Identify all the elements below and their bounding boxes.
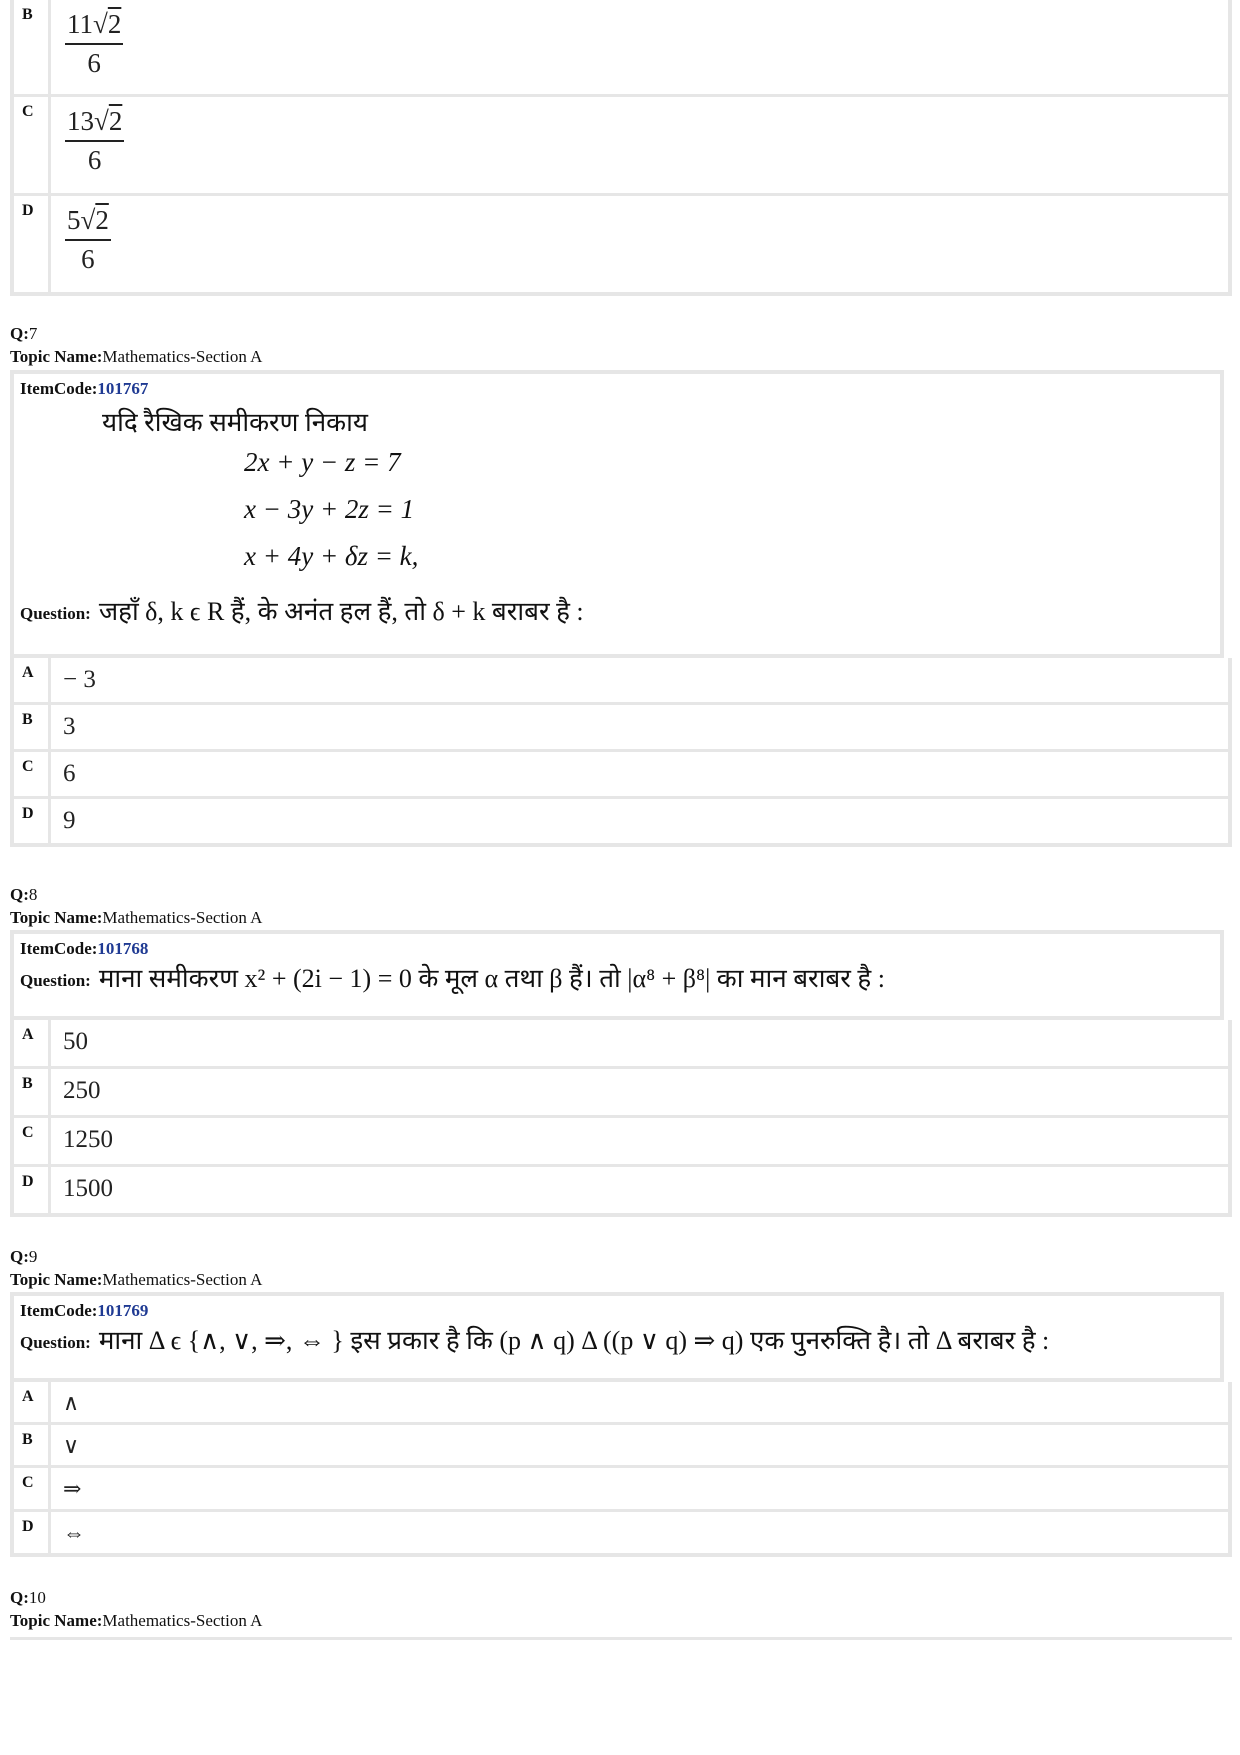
q10-box-top-border <box>10 1637 1232 1640</box>
topic-name: Mathematics-Section A <box>102 347 263 366</box>
q-label: Q: <box>10 1247 29 1266</box>
q6-option-d <box>14 193 1228 292</box>
q9-options <box>10 1382 1232 1557</box>
option-value: 6 <box>63 760 76 787</box>
q6-option-b-fraction <box>65 10 123 78</box>
option-letter: C <box>14 97 51 193</box>
option-value: ∨ <box>63 1433 80 1458</box>
q7-question-box <box>10 370 1224 658</box>
option-letter: B <box>14 1425 51 1465</box>
q-number: 8 <box>28 885 38 904</box>
option-letter: D <box>14 1167 51 1213</box>
topic-name: Mathematics-Section A <box>102 908 263 927</box>
q9-question-text: माना Δ ϵ {∧, ∨, ⇒, ⇔ } इस प्रकार है कि (p ∧ q) Δ ((p ∨ q) ⇒ q) एक पुनरुक्ति है। तो Δ बराबर है : <box>98 1326 1050 1355</box>
q-label: Q: <box>10 324 29 343</box>
radicand: 2 <box>95 205 109 235</box>
frac-coef: 5 <box>67 205 81 235</box>
option-value: 1250 <box>63 1126 113 1153</box>
q8-option-b <box>14 1066 1228 1115</box>
item-code-label: ItemCode: <box>20 379 98 398</box>
q8-header <box>10 883 262 929</box>
option-value: 50 <box>63 1028 88 1055</box>
q-label: Q: <box>10 885 29 904</box>
option-letter: A <box>14 658 51 702</box>
q7-header <box>10 322 262 368</box>
option-value: 3 <box>63 713 76 740</box>
option-value: 1500 <box>63 1175 113 1202</box>
option-value: − 3 <box>63 666 96 693</box>
equation-3: x + 4y + δz = k, <box>244 541 419 571</box>
sqrt-symbol: √ <box>80 205 96 235</box>
option-value: ⇒ <box>63 1476 82 1501</box>
question-label: Question: <box>20 604 91 623</box>
q9-option-b <box>14 1422 1228 1465</box>
option-letter: A <box>14 1382 51 1422</box>
frac-den: 6 <box>87 47 101 78</box>
q9-option-d <box>14 1509 1228 1553</box>
q7-intro: यदि रैखिक समीकरण निकाय <box>102 408 368 437</box>
option-letter: C <box>14 752 51 796</box>
frac-den: 6 <box>87 144 102 175</box>
frac-coef: 11 <box>67 9 93 39</box>
question-label: Question: <box>20 971 91 990</box>
option-letter: B <box>14 1069 51 1115</box>
frac-coef: 13 <box>67 106 94 136</box>
equation-1: 2x + y − z = 7 <box>244 447 401 477</box>
q8-option-c <box>14 1115 1228 1164</box>
frac-den: 6 <box>81 243 95 274</box>
topic-label: Topic Name: <box>10 1611 103 1630</box>
q8-question-box <box>10 930 1224 1020</box>
item-code: 101768 <box>97 939 149 958</box>
option-letter: B <box>14 0 51 94</box>
q7-option-c <box>14 749 1228 796</box>
q7-equations <box>14 447 1220 588</box>
q9-header <box>10 1245 262 1291</box>
topic-label: Topic Name: <box>10 908 103 927</box>
q-number: 10 <box>28 1588 46 1607</box>
q6-option-b <box>14 0 1228 94</box>
sqrt-symbol: √ <box>94 106 109 136</box>
q7-options <box>10 658 1232 847</box>
topic-label: Topic Name: <box>10 347 103 366</box>
q-label: Q: <box>10 1588 29 1607</box>
option-letter: B <box>14 705 51 749</box>
item-code-label: ItemCode: <box>20 1301 98 1320</box>
item-code-label: ItemCode: <box>20 939 98 958</box>
question-label: Question: <box>20 1333 91 1352</box>
option-letter: D <box>14 799 51 843</box>
option-value: 250 <box>63 1077 101 1104</box>
q8-question-text: माना समीकरण x² + (2i − 1) = 0 के मूल α तथा β हैं। तो |α⁸ + β⁸| का मान बराबर है : <box>98 964 885 993</box>
q10-header <box>10 1586 262 1632</box>
sqrt-symbol: √ <box>93 9 108 39</box>
topic-name: Mathematics-Section A <box>102 1270 263 1289</box>
topic-label: Topic Name: <box>10 1270 103 1289</box>
topic-name: Mathematics-Section A <box>102 1611 263 1630</box>
q7-option-d <box>14 796 1228 843</box>
q-number: 9 <box>28 1247 38 1266</box>
q7-question-text: जहाँ δ, k ϵ R हैं, के अनंत हल हैं, तो δ + k बराबर है : <box>98 597 584 626</box>
option-letter: D <box>14 1512 51 1553</box>
option-letter: A <box>14 1020 51 1066</box>
option-letter: D <box>14 196 51 292</box>
q6-option-c <box>14 94 1228 193</box>
radicand: 2 <box>107 9 122 39</box>
option-value: ⇔ <box>63 1520 85 1545</box>
item-code: 101767 <box>97 379 149 398</box>
q9-option-c <box>14 1465 1228 1509</box>
q9-question-box <box>10 1292 1224 1382</box>
q8-options <box>10 1020 1232 1217</box>
item-code: 101769 <box>97 1301 149 1320</box>
option-letter: C <box>14 1468 51 1509</box>
q-number: 7 <box>28 324 38 343</box>
q6-option-d-fraction <box>65 206 111 274</box>
q6-options <box>10 0 1232 296</box>
q9-option-a <box>14 1382 1228 1422</box>
q7-option-a <box>14 658 1228 702</box>
q8-option-a <box>14 1020 1228 1066</box>
option-value: ∧ <box>63 1390 80 1415</box>
equation-2: x − 3y + 2z = 1 <box>244 494 415 524</box>
q8-option-d <box>14 1164 1228 1213</box>
option-letter: C <box>14 1118 51 1164</box>
q6-option-c-fraction <box>65 107 124 175</box>
option-value: 9 <box>63 807 76 834</box>
q7-option-b <box>14 702 1228 749</box>
radicand: 2 <box>108 106 123 136</box>
